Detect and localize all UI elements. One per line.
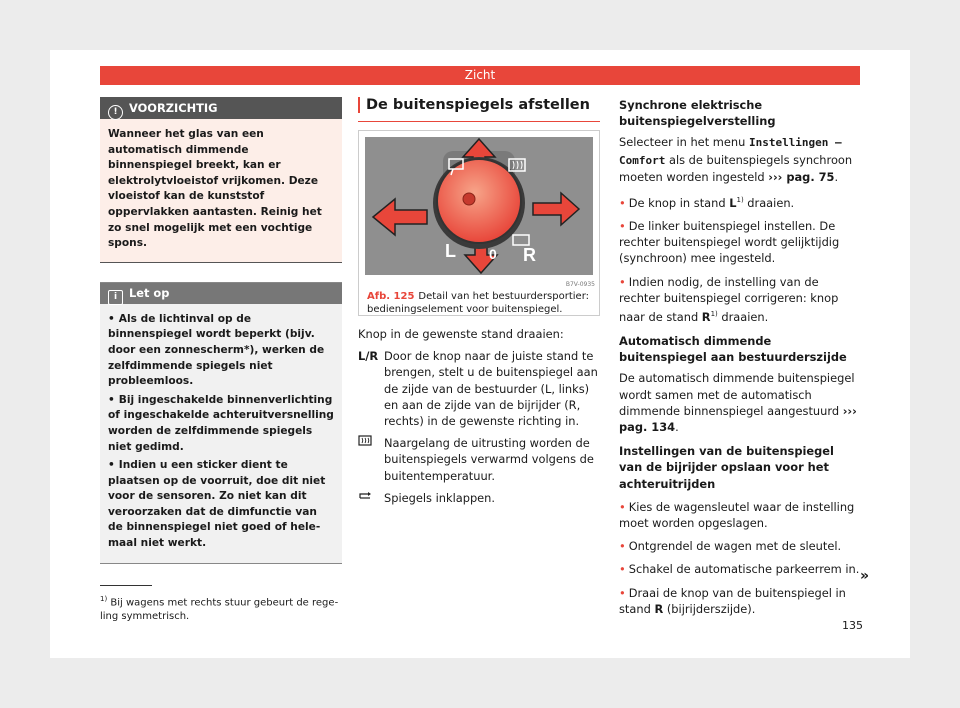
mirror-knob-illustration [365,137,593,275]
bullet-item: • Indien nodig, de instelling van de rechter buitenspiegel corrigeren: knop naar de stand $R^{1)}$ draaien. [619,274,839,324]
definition-list [358,348,600,506]
heading-synchronous: Synchrone elektrische buitenspiegelverstelling [619,98,776,129]
figure-125 [358,130,600,316]
info-circle-icon: ! [108,105,123,120]
right-column [619,97,861,617]
paragraph-auto-dimming: De automatisch dimmende buitenspiegel wordt samen met de automatisch dimmende binnenspiegel aangestuurd ››› pag. 134. [619,371,857,435]
figure-caption-text: Detail van het bestuurdersportier: bedieningselement voor buitenspiegel. [367,291,589,315]
footnote-mark: 1) [100,595,108,603]
intro-text: Knop in de gewenste stand draaien: [358,327,564,341]
definition-text: Naargelang de uitrusting worden de buitenspiegels verwarmd volgens de buitentemperatuur. [384,436,594,483]
figure-code: B7V-0935 [565,281,595,288]
footnote-divider [100,585,152,586]
section-title-wrap [358,97,600,122]
note-item: • Bij ingeschakelde binnenverlichting of ingeschakelde achteruitversnelling worden de zelfdimmende spiegels niet gedimd. [108,393,334,453]
footnote-text: Bij wagens met rechts stuur gebeurt de regeling symmetrisch. [100,597,339,623]
definition-row [358,490,600,506]
warning-title: VOORZICHTIG [129,101,218,115]
definition-text: Spiegels inklappen. [384,490,496,505]
warning-box [100,97,342,263]
knob-label-left: L [445,241,456,261]
page-ref-134[interactable]: ››› pag. 134 [619,403,857,435]
note-list [100,304,342,563]
knob-label-right: R [523,245,536,265]
heater-icon [358,435,384,484]
note-box [100,282,342,564]
bullet-item: • Kies de wagensleutel waar de instelling moet worden opgeslagen. [619,499,855,531]
middle-column [358,97,600,512]
warning-title-bar [100,98,342,119]
page-ref-75[interactable]: ››› pag. 75 [768,169,835,184]
section-title: De buitenspiegels afstellen [366,97,590,113]
bullet-item: • Schakel de automatische parkeerrem in. [619,562,860,577]
menu-path: Instellingen – Comfort [619,136,842,167]
definition-text: Door de knop naar de juiste stand te brengen, stelt u de buitenspiegel aan de zijde van de bestuurder (L, links) en aan de zijde van de bijrijder (R, rechts) in de gewenste richting in. [384,349,598,429]
figure-illustration [365,137,593,275]
knob-label-center: 0 [489,246,497,262]
left-column [100,97,342,564]
definition-row [358,348,600,429]
fold-icon [358,490,384,506]
section-header: Zicht [100,66,860,85]
definition-row [358,435,600,484]
continue-marker: » [860,568,870,584]
note-item: • Als de lichtinval op de binnenspiegel wordt beperkt (bijv. door een zonnescherm*), werken de zelfdimmende spiegels niet probleemloos. [108,312,325,388]
figure-caption [367,291,593,316]
paragraph-menu: Selecteer in het menu Instellingen – Comfort als de buitenspiegels synchroon moeten worden ingesteld ››› pag. 75. [619,135,853,184]
bullet-item: • Draai de knop van de buitenspiegel in stand R (bijrijderszijde). [619,585,846,616]
bullet-item: • De linker buitenspiegel instellen. De rechter buitenspiegel wordt gelijktijdig (synchroon) mee ingesteld. [619,219,840,266]
footnote [100,592,340,624]
bullet-item: • Ontgrendel de wagen met de sleutel. [619,539,842,554]
bullet-item: • De knop in stand $L^{1)}$ draaien. [619,195,795,210]
note-title-bar [100,283,342,304]
note-icon: i [108,290,123,305]
warning-text: Wanneer het glas van een automatisch dimmende binnenspiegel breekt, kan er elektrolytvloeistof vrijkomen. Deze vloeistof kan de kunststof oppervlakken aantasten. Reinig het zo snel mogelijk met een vochtige spons. [108,128,322,250]
page-number: 135 [842,619,863,632]
note-item: • Indien u een sticker dient te plaatsen op de voorruit, doe dit niet voor de sensoren. Zo niet kan dit veroorzaken dat de dimfunctie van de binnenspiegel niet goed of helemaal niet werkt. [108,459,326,550]
definition-key: L/R [358,349,379,364]
heading-reverse-settings: Instellingen van de buitenspiegel van de bijrijder opslaan voor het achteruitrijden [619,444,834,491]
note-title: Let op [129,285,170,300]
heading-auto-dimming: Automatisch dimmende buitenspiegel aan bestuurderszijde [619,334,847,365]
figure-label: Afb. 125 [367,291,415,302]
